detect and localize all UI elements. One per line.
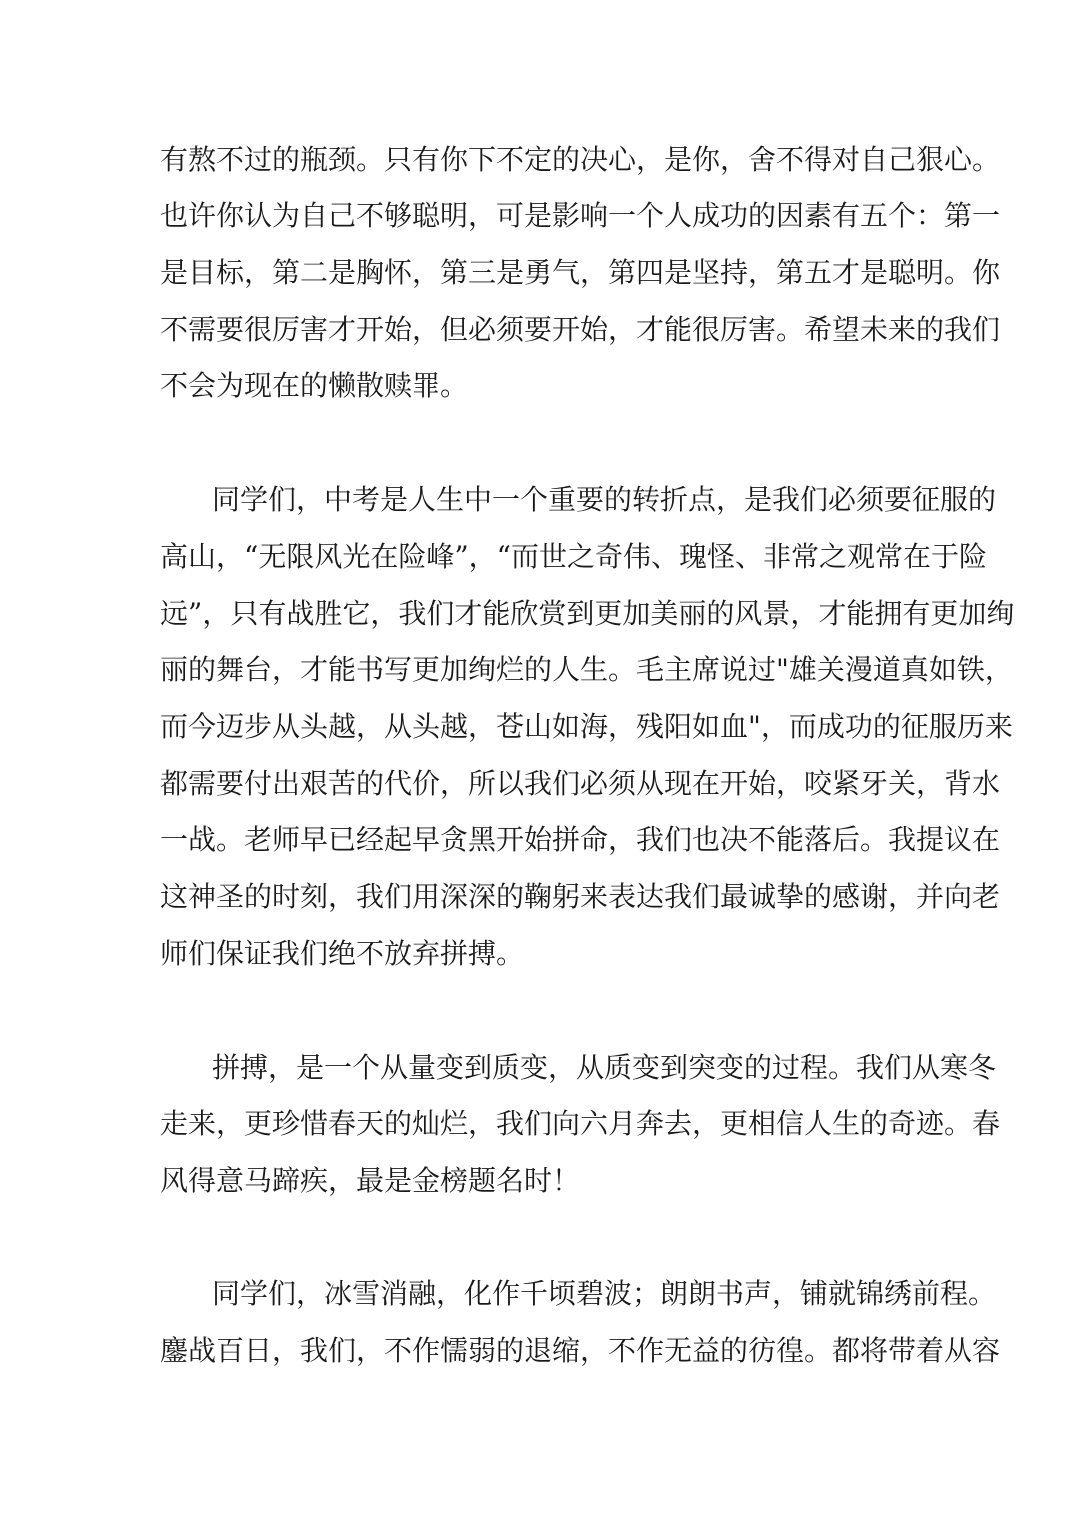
text-line: 有熬不过的瓶颈。只有你下不定的决心，是你，舍不得对自己狠心。 [160, 143, 1001, 176]
text-line: 风得意马蹄疾，最是金榜题名时！ [160, 1164, 581, 1197]
text-line: 一战。老师早已经起早贪黑开始拼命，我们也决不能落后。我提议在 [160, 823, 1001, 856]
text-line: 也许你认为自己不够聪明，可是影响一个人成功的因素有五个：第一 [160, 199, 1001, 232]
text-line: 同学们，冰雪消融，化作千顷碧波；朗朗书声，铺就锦绣前程。 [212, 1277, 997, 1310]
text-line: 鏖战百日，我们，不作懦弱的退缩，不作无益的彷徨。都将带着从容 [160, 1334, 1001, 1367]
text-line: 走来，更珍惜春天的灿烂，我们向六月奔去，更相信人生的奇迹。春 [160, 1107, 1001, 1140]
text-line: 不会为现在的懒散赎罪。 [160, 369, 469, 402]
text-line: 同学们，中考是人生中一个重要的转折点，是我们必须要征服的 [212, 483, 997, 516]
text-line: 高山，“无限风光在险峰”，“而世之奇伟、瑰怪、非常之观常在于险 [160, 540, 987, 573]
text-line: 而今迈步从头越，从头越，苍山如海，残阳如血"，而成功的征服历来 [160, 710, 1013, 743]
text-line: 师们保证我们绝不放弃拼搏。 [160, 937, 525, 970]
text-line: 丽的舞台，才能书写更加绚烂的人生。毛主席说过"雄关漫道真如铁， [160, 653, 1013, 686]
text-line: 是目标，第二是胸怀，第三是勇气，第四是坚持，第五才是聪明。你 [160, 256, 1001, 289]
text-line: 远”，只有战胜它，我们才能欣赏到更加美丽的风景，才能拥有更加绚 [160, 597, 1015, 630]
text-line: 都需要付出艰苦的代价，所以我们必须从现在开始，咬紧牙关，背水 [160, 767, 1001, 800]
text-line: 不需要很厉害才开始，但必须要开始，才能很厉害。希望未来的我们 [160, 313, 1001, 346]
text-line: 拼搏，是一个从量变到质变，从质变到突变的过程。我们从寒冬 [212, 1051, 997, 1084]
text-line: 这神圣的时刻，我们用深深的鞠躬来表达我们最诚挚的感谢，并向老 [160, 880, 1001, 913]
